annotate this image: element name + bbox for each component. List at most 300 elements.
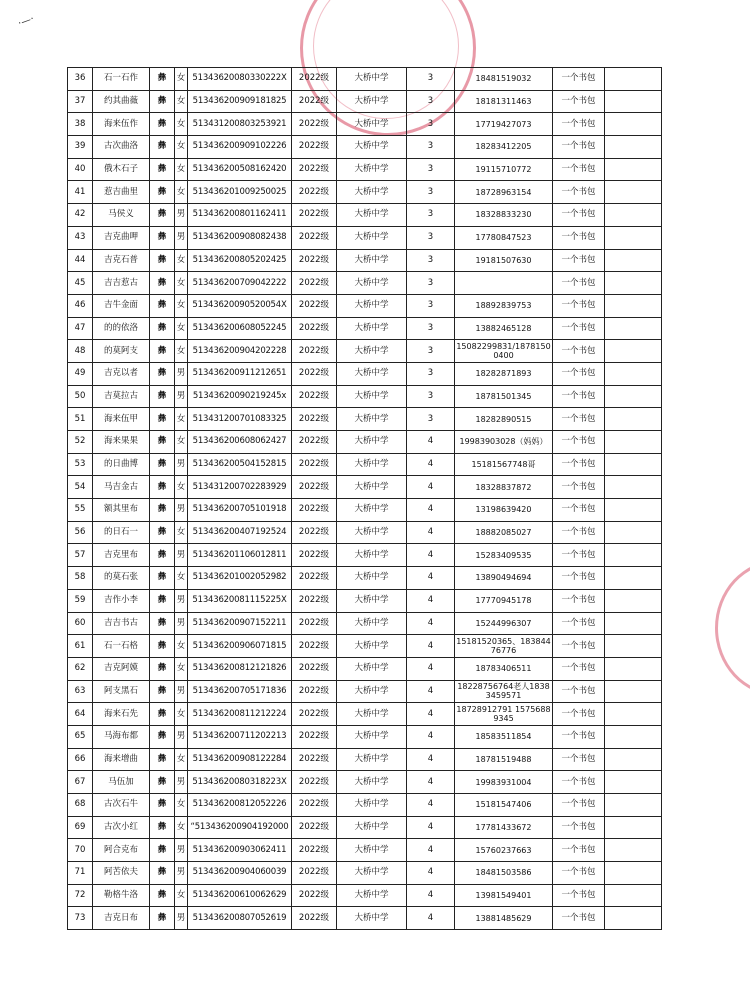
row-number-cell: 44 <box>68 249 93 272</box>
phone-cell: 15181567748哥 <box>455 453 553 476</box>
row-number-cell: 69 <box>68 816 93 839</box>
blank-cell <box>605 317 662 340</box>
phone-cell: 18783406511 <box>455 657 553 680</box>
school-cell: 大桥中学 <box>337 657 407 680</box>
table-row <box>68 748 662 771</box>
class-cell: 4 <box>407 612 455 635</box>
phone-cell: 13881485629 <box>455 907 553 930</box>
blank-cell <box>605 113 662 136</box>
gender-cell: 女 <box>175 294 188 317</box>
blank-cell <box>605 884 662 907</box>
row-number-cell: 63 <box>68 680 93 703</box>
blank-cell <box>605 272 662 295</box>
blank-cell <box>605 703 662 726</box>
class-cell: 3 <box>407 340 455 363</box>
phone-cell: 18282871893 <box>455 362 553 385</box>
class-cell: 3 <box>407 68 455 91</box>
ethnicity-cell: 彝 <box>150 181 175 204</box>
item-cell: 一个书包 <box>553 272 605 295</box>
table-row <box>68 385 662 408</box>
row-number-cell: 49 <box>68 362 93 385</box>
phone-cell: 15283409535 <box>455 544 553 567</box>
grade-cell: 2022级 <box>292 453 337 476</box>
school-cell: 大桥中学 <box>337 136 407 159</box>
gender-cell: 女 <box>175 317 188 340</box>
student-name-cell: 马吉金古 <box>93 476 150 499</box>
ethnicity-cell: 彝 <box>150 476 175 499</box>
row-number-cell: 45 <box>68 272 93 295</box>
school-cell: 大桥中学 <box>337 204 407 227</box>
grade-cell: 2022级 <box>292 657 337 680</box>
row-number-cell: 47 <box>68 317 93 340</box>
school-cell: 大桥中学 <box>337 635 407 658</box>
blank-cell <box>605 748 662 771</box>
id-number-cell: 513436200908122284 <box>188 748 292 771</box>
school-cell: 大桥中学 <box>337 431 407 454</box>
row-number-cell: 66 <box>68 748 93 771</box>
phone-cell: 18781501345 <box>455 385 553 408</box>
student-name-cell: 吉莫拉古 <box>93 385 150 408</box>
blank-cell <box>605 680 662 703</box>
ethnicity-cell: 彝 <box>150 839 175 862</box>
ethnicity-cell: 彝 <box>150 158 175 181</box>
grade-cell: 2022级 <box>292 136 337 159</box>
gender-cell: 女 <box>175 272 188 295</box>
class-cell: 4 <box>407 725 455 748</box>
id-number-cell: 513436200508162420 <box>188 158 292 181</box>
blank-cell <box>605 136 662 159</box>
school-cell: 大桥中学 <box>337 68 407 91</box>
item-cell: 一个书包 <box>553 521 605 544</box>
grade-cell: 2022级 <box>292 794 337 817</box>
student-name-cell: 的莫阿支 <box>93 340 150 363</box>
student-name-cell: 马海布都 <box>93 725 150 748</box>
grade-cell: 2022级 <box>292 862 337 885</box>
ethnicity-cell: 彝 <box>150 589 175 612</box>
id-number-cell: 513436200807052619 <box>188 907 292 930</box>
ethnicity-cell: 彝 <box>150 884 175 907</box>
table-row <box>68 567 662 590</box>
item-cell: 一个书包 <box>553 748 605 771</box>
phone-cell: 18283412205 <box>455 136 553 159</box>
id-number-cell: 513436200906071815 <box>188 635 292 658</box>
school-cell: 大桥中学 <box>337 362 407 385</box>
gender-cell: 女 <box>175 90 188 113</box>
id-number-cell: 51343620090219245x <box>188 385 292 408</box>
table-row <box>68 521 662 544</box>
phone-cell: 19983931004 <box>455 771 553 794</box>
school-cell: 大桥中学 <box>337 317 407 340</box>
gender-cell: 男 <box>175 680 188 703</box>
id-number-cell: 513436200801162411 <box>188 204 292 227</box>
phone-cell: 18728912791 15756889345 <box>455 703 553 726</box>
table-row <box>68 771 662 794</box>
gender-cell: 女 <box>175 136 188 159</box>
table-row <box>68 362 662 385</box>
ethnicity-cell: 彝 <box>150 294 175 317</box>
phone-cell: 15082299831/18781500400 <box>455 340 553 363</box>
id-number-cell: 513436200904202228 <box>188 340 292 363</box>
table-row <box>68 794 662 817</box>
blank-cell <box>605 771 662 794</box>
table-row <box>68 113 662 136</box>
class-cell: 3 <box>407 362 455 385</box>
id-number-cell: 513436200907152211 <box>188 612 292 635</box>
gender-cell: 男 <box>175 226 188 249</box>
school-cell: 大桥中学 <box>337 794 407 817</box>
grade-cell: 2022级 <box>292 884 337 907</box>
row-number-cell: 61 <box>68 635 93 658</box>
row-number-cell: 55 <box>68 499 93 522</box>
class-cell: 4 <box>407 499 455 522</box>
school-cell: 大桥中学 <box>337 499 407 522</box>
table-row <box>68 657 662 680</box>
phone-cell: 13882465128 <box>455 317 553 340</box>
student-name-cell: 海来果果 <box>93 431 150 454</box>
item-cell: 一个书包 <box>553 680 605 703</box>
grade-cell: 2022级 <box>292 385 337 408</box>
row-number-cell: 51 <box>68 408 93 431</box>
row-number-cell: 46 <box>68 294 93 317</box>
class-cell: 3 <box>407 317 455 340</box>
grade-cell: 2022级 <box>292 589 337 612</box>
student-name-cell: 吉牛金面 <box>93 294 150 317</box>
table-row <box>68 680 662 703</box>
gender-cell: 男 <box>175 839 188 862</box>
phone-cell: 18882085027 <box>455 521 553 544</box>
phone-cell: 18728963154 <box>455 181 553 204</box>
id-number-cell: 513436200909181825 <box>188 90 292 113</box>
item-cell: 一个书包 <box>553 68 605 91</box>
id-number-cell: 513436200812052226 <box>188 794 292 817</box>
grade-cell: 2022级 <box>292 249 337 272</box>
ethnicity-cell: 彝 <box>150 567 175 590</box>
grade-cell: 2022级 <box>292 181 337 204</box>
phone-cell: 17770945178 <box>455 589 553 612</box>
ethnicity-cell: 彝 <box>150 544 175 567</box>
blank-cell <box>605 612 662 635</box>
school-cell: 大桥中学 <box>337 294 407 317</box>
student-name-cell: 吉克日布 <box>93 907 150 930</box>
item-cell: 一个书包 <box>553 884 605 907</box>
row-number-cell: 72 <box>68 884 93 907</box>
class-cell: 3 <box>407 113 455 136</box>
table-row <box>68 476 662 499</box>
class-cell: 3 <box>407 136 455 159</box>
grade-cell: 2022级 <box>292 68 337 91</box>
row-number-cell: 65 <box>68 725 93 748</box>
grade-cell: 2022级 <box>292 839 337 862</box>
student-name-cell: 的日曲博 <box>93 453 150 476</box>
ethnicity-cell: 彝 <box>150 725 175 748</box>
class-cell: 4 <box>407 816 455 839</box>
id-number-cell: 513436201106012811 <box>188 544 292 567</box>
student-name-cell: 阿合克布 <box>93 839 150 862</box>
id-number-cell: 513436201009250025 <box>188 181 292 204</box>
item-cell: 一个书包 <box>553 476 605 499</box>
phone-cell: 19181507630 <box>455 249 553 272</box>
phone-cell <box>455 272 553 295</box>
id-number-cell: 513431200803253921 <box>188 113 292 136</box>
item-cell: 一个书包 <box>553 816 605 839</box>
row-number-cell: 54 <box>68 476 93 499</box>
id-number-cell: 513436200705171836 <box>188 680 292 703</box>
gender-cell: 女 <box>175 748 188 771</box>
class-cell: 4 <box>407 453 455 476</box>
grade-cell: 2022级 <box>292 408 337 431</box>
gender-cell: 男 <box>175 862 188 885</box>
table-row <box>68 907 662 930</box>
gender-cell: 女 <box>175 408 188 431</box>
ethnicity-cell: 彝 <box>150 521 175 544</box>
id-number-cell: 513436200805202425 <box>188 249 292 272</box>
phone-cell: 18481519032 <box>455 68 553 91</box>
id-number-cell: 513436200608052245 <box>188 317 292 340</box>
gender-cell: 女 <box>175 794 188 817</box>
row-number-cell: 42 <box>68 204 93 227</box>
gender-cell: 男 <box>175 725 188 748</box>
grade-cell: 2022级 <box>292 204 337 227</box>
gender-cell: 女 <box>175 703 188 726</box>
school-cell: 大桥中学 <box>337 839 407 862</box>
gender-cell: 男 <box>175 771 188 794</box>
id-number-cell: 513436200407192524 <box>188 521 292 544</box>
row-number-cell: 41 <box>68 181 93 204</box>
class-cell: 3 <box>407 226 455 249</box>
school-cell: 大桥中学 <box>337 249 407 272</box>
table-row <box>68 635 662 658</box>
gender-cell: 男 <box>175 362 188 385</box>
grade-cell: 2022级 <box>292 771 337 794</box>
grade-cell: 2022级 <box>292 431 337 454</box>
class-cell: 4 <box>407 589 455 612</box>
item-cell: 一个书包 <box>553 317 605 340</box>
item-cell: 一个书包 <box>553 567 605 590</box>
id-number-cell: 513436200903062411 <box>188 839 292 862</box>
row-number-cell: 64 <box>68 703 93 726</box>
gender-cell: 女 <box>175 476 188 499</box>
student-name-cell: 约其曲薇 <box>93 90 150 113</box>
row-number-cell: 50 <box>68 385 93 408</box>
school-cell: 大桥中学 <box>337 226 407 249</box>
table-row <box>68 272 662 295</box>
row-number-cell: 73 <box>68 907 93 930</box>
id-number-cell: 513436200904060039 <box>188 862 292 885</box>
class-cell: 4 <box>407 884 455 907</box>
class-cell: 3 <box>407 158 455 181</box>
class-cell: 3 <box>407 385 455 408</box>
gender-cell: 女 <box>175 635 188 658</box>
item-cell: 一个书包 <box>553 612 605 635</box>
grade-cell: 2022级 <box>292 294 337 317</box>
item-cell: 一个书包 <box>553 544 605 567</box>
item-cell: 一个书包 <box>553 408 605 431</box>
row-number-cell: 71 <box>68 862 93 885</box>
item-cell: 一个书包 <box>553 294 605 317</box>
blank-cell <box>605 204 662 227</box>
row-number-cell: 40 <box>68 158 93 181</box>
item-cell: 一个书包 <box>553 589 605 612</box>
student-name-cell: 海来增曲 <box>93 748 150 771</box>
blank-cell <box>605 725 662 748</box>
gender-cell: 女 <box>175 567 188 590</box>
roster-body <box>68 68 662 930</box>
student-name-cell: 吉克石普 <box>93 249 150 272</box>
student-name-cell: 马伍加 <box>93 771 150 794</box>
gender-cell: 男 <box>175 499 188 522</box>
school-cell: 大桥中学 <box>337 589 407 612</box>
phone-cell: 15244996307 <box>455 612 553 635</box>
grade-cell: 2022级 <box>292 725 337 748</box>
gender-cell: 男 <box>175 589 188 612</box>
item-cell: 一个书包 <box>553 635 605 658</box>
school-cell: 大桥中学 <box>337 113 407 136</box>
phone-cell: 13198639420 <box>455 499 553 522</box>
phone-cell: 18181311463 <box>455 90 553 113</box>
blank-cell <box>605 249 662 272</box>
class-cell: 3 <box>407 204 455 227</box>
class-cell: 3 <box>407 181 455 204</box>
table-row <box>68 408 662 431</box>
school-cell: 大桥中学 <box>337 408 407 431</box>
blank-cell <box>605 544 662 567</box>
item-cell: 一个书包 <box>553 862 605 885</box>
student-name-cell: 古次石牛 <box>93 794 150 817</box>
class-cell: 4 <box>407 476 455 499</box>
student-name-cell: 石一石格 <box>93 635 150 658</box>
table-row <box>68 204 662 227</box>
official-seal-right <box>715 560 750 696</box>
gender-cell: 女 <box>175 884 188 907</box>
id-number-cell: 513436200608062427 <box>188 431 292 454</box>
gender-cell: 女 <box>175 521 188 544</box>
grade-cell: 2022级 <box>292 362 337 385</box>
ethnicity-cell: 彝 <box>150 794 175 817</box>
student-name-cell: 海来石先 <box>93 703 150 726</box>
phone-cell: 19115710772 <box>455 158 553 181</box>
item-cell: 一个书包 <box>553 725 605 748</box>
ethnicity-cell: 彝 <box>150 272 175 295</box>
item-cell: 一个书包 <box>553 362 605 385</box>
school-cell: 大桥中学 <box>337 884 407 907</box>
gender-cell: 男 <box>175 544 188 567</box>
table-row <box>68 544 662 567</box>
grade-cell: 2022级 <box>292 476 337 499</box>
student-roster-table <box>67 67 662 930</box>
row-number-cell: 38 <box>68 113 93 136</box>
row-number-cell: 43 <box>68 226 93 249</box>
blank-cell <box>605 862 662 885</box>
student-name-cell: 俄木石子 <box>93 158 150 181</box>
grade-cell: 2022级 <box>292 612 337 635</box>
class-cell: 4 <box>407 794 455 817</box>
item-cell: 一个书包 <box>553 249 605 272</box>
class-cell: 3 <box>407 90 455 113</box>
table-row <box>68 181 662 204</box>
row-number-cell: 36 <box>68 68 93 91</box>
item-cell: 一个书包 <box>553 90 605 113</box>
item-cell: 一个书包 <box>553 226 605 249</box>
gender-cell: 女 <box>175 249 188 272</box>
id-number-cell: 51343620080318223X <box>188 771 292 794</box>
ethnicity-cell: 彝 <box>150 113 175 136</box>
class-cell: 4 <box>407 748 455 771</box>
table-row <box>68 499 662 522</box>
school-cell: 大桥中学 <box>337 725 407 748</box>
student-name-cell: 勒格牛洛 <box>93 884 150 907</box>
student-name-cell: 吉克阿嫫 <box>93 657 150 680</box>
id-number-cell: 51343620080330222X <box>188 68 292 91</box>
student-name-cell: 吉克以者 <box>93 362 150 385</box>
phone-cell: 17780847523 <box>455 226 553 249</box>
grade-cell: 2022级 <box>292 635 337 658</box>
grade-cell: 2022级 <box>292 703 337 726</box>
blank-cell <box>605 635 662 658</box>
id-number-cell: 513431200701083325 <box>188 408 292 431</box>
phone-cell: 17781433672 <box>455 816 553 839</box>
blank-cell <box>605 158 662 181</box>
blank-cell <box>605 181 662 204</box>
ethnicity-cell: 彝 <box>150 90 175 113</box>
phone-cell: 13890494694 <box>455 567 553 590</box>
school-cell: 大桥中学 <box>337 158 407 181</box>
corner-mark: ·—· <box>16 13 36 30</box>
blank-cell <box>605 499 662 522</box>
row-number-cell: 67 <box>68 771 93 794</box>
blank-cell <box>605 794 662 817</box>
item-cell: 一个书包 <box>553 181 605 204</box>
row-number-cell: 37 <box>68 90 93 113</box>
table-row <box>68 725 662 748</box>
gender-cell: 女 <box>175 181 188 204</box>
ethnicity-cell: 彝 <box>150 771 175 794</box>
school-cell: 大桥中学 <box>337 680 407 703</box>
id-number-cell: 513436201002052982 <box>188 567 292 590</box>
class-cell: 4 <box>407 907 455 930</box>
item-cell: 一个书包 <box>553 771 605 794</box>
student-name-cell: 吉克曲呷 <box>93 226 150 249</box>
blank-cell <box>605 408 662 431</box>
grade-cell: 2022级 <box>292 499 337 522</box>
item-cell: 一个书包 <box>553 340 605 363</box>
student-name-cell: 马侯义 <box>93 204 150 227</box>
student-name-cell: 石一石作 <box>93 68 150 91</box>
grade-cell: 2022级 <box>292 567 337 590</box>
table-row <box>68 839 662 862</box>
ethnicity-cell: 彝 <box>150 703 175 726</box>
id-number-cell: 51343620090520054X <box>188 294 292 317</box>
id-number-cell: 513436200705101918 <box>188 499 292 522</box>
table-row <box>68 816 662 839</box>
item-cell: 一个书包 <box>553 657 605 680</box>
blank-cell <box>605 385 662 408</box>
phone-cell: 15760237663 <box>455 839 553 862</box>
grade-cell: 2022级 <box>292 113 337 136</box>
row-number-cell: 60 <box>68 612 93 635</box>
grade-cell: 2022级 <box>292 907 337 930</box>
blank-cell <box>605 453 662 476</box>
table-row <box>68 226 662 249</box>
class-cell: 3 <box>407 272 455 295</box>
id-number-cell: 513436200909102226 <box>188 136 292 159</box>
phone-cell: 18583511854 <box>455 725 553 748</box>
phone-cell: 19983903028（妈妈） <box>455 431 553 454</box>
school-cell: 大桥中学 <box>337 272 407 295</box>
blank-cell <box>605 90 662 113</box>
class-cell: 4 <box>407 521 455 544</box>
student-name-cell: 的日石一 <box>93 521 150 544</box>
table-row <box>68 249 662 272</box>
